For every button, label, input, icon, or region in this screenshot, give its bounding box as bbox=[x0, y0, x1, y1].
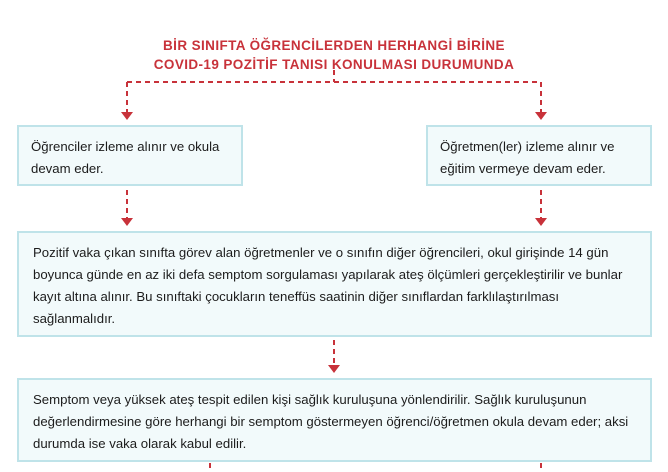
arrowhead-monitoring-left bbox=[121, 218, 133, 226]
arrowhead-referral bbox=[328, 365, 340, 373]
teachers-text: Öğretmen(ler) izleme alınır ve eğitim vermeye devam eder. bbox=[440, 139, 615, 176]
referral-text: Semptom veya yüksek ateş tespit edilen kişi sağlık kuruluşuna yönlendirilir. Sağlık kuruluşunun değerlendirmesine göre herhangi bir semptom göstermeyen öğrenci/öğretmen okula devam eder; aksi durumda ise vaka olarak kabul edilir. bbox=[33, 392, 629, 451]
monitoring-text: Pozitif vaka çıkan sınıfta görev alan öğretmenler ve o sınıfın diğer öğrencileri, okul girişinde 14 gün boyunca günde en az iki defa semptom sorgulaması yapılarak ateş ölçümleri gerçekleştirilir ve bunlar kayıt altına alınır. Bu sınıftaki çocukların teneffüs saatinin diğer sınıflardan farklılaştırılması sağlanmalıdır. bbox=[33, 245, 623, 326]
arrowhead-teachers bbox=[535, 112, 547, 120]
teachers-box bbox=[426, 125, 652, 186]
title-line-2: COVID-19 POZİTİF TANISI KONULMASI DURUMUNDA bbox=[153, 57, 515, 72]
referral-box bbox=[17, 378, 652, 462]
arrowhead-students bbox=[121, 112, 133, 120]
monitoring-box bbox=[17, 231, 652, 337]
students-text: Öğrenciler izleme alınır ve okula devam eder. bbox=[31, 139, 220, 176]
students-box bbox=[17, 125, 243, 186]
arrowhead-monitoring-right bbox=[535, 218, 547, 226]
title-line-1: BİR SINIFTA ÖĞRENCİLERDEN HERHANGİ BİRİNE bbox=[163, 38, 505, 53]
